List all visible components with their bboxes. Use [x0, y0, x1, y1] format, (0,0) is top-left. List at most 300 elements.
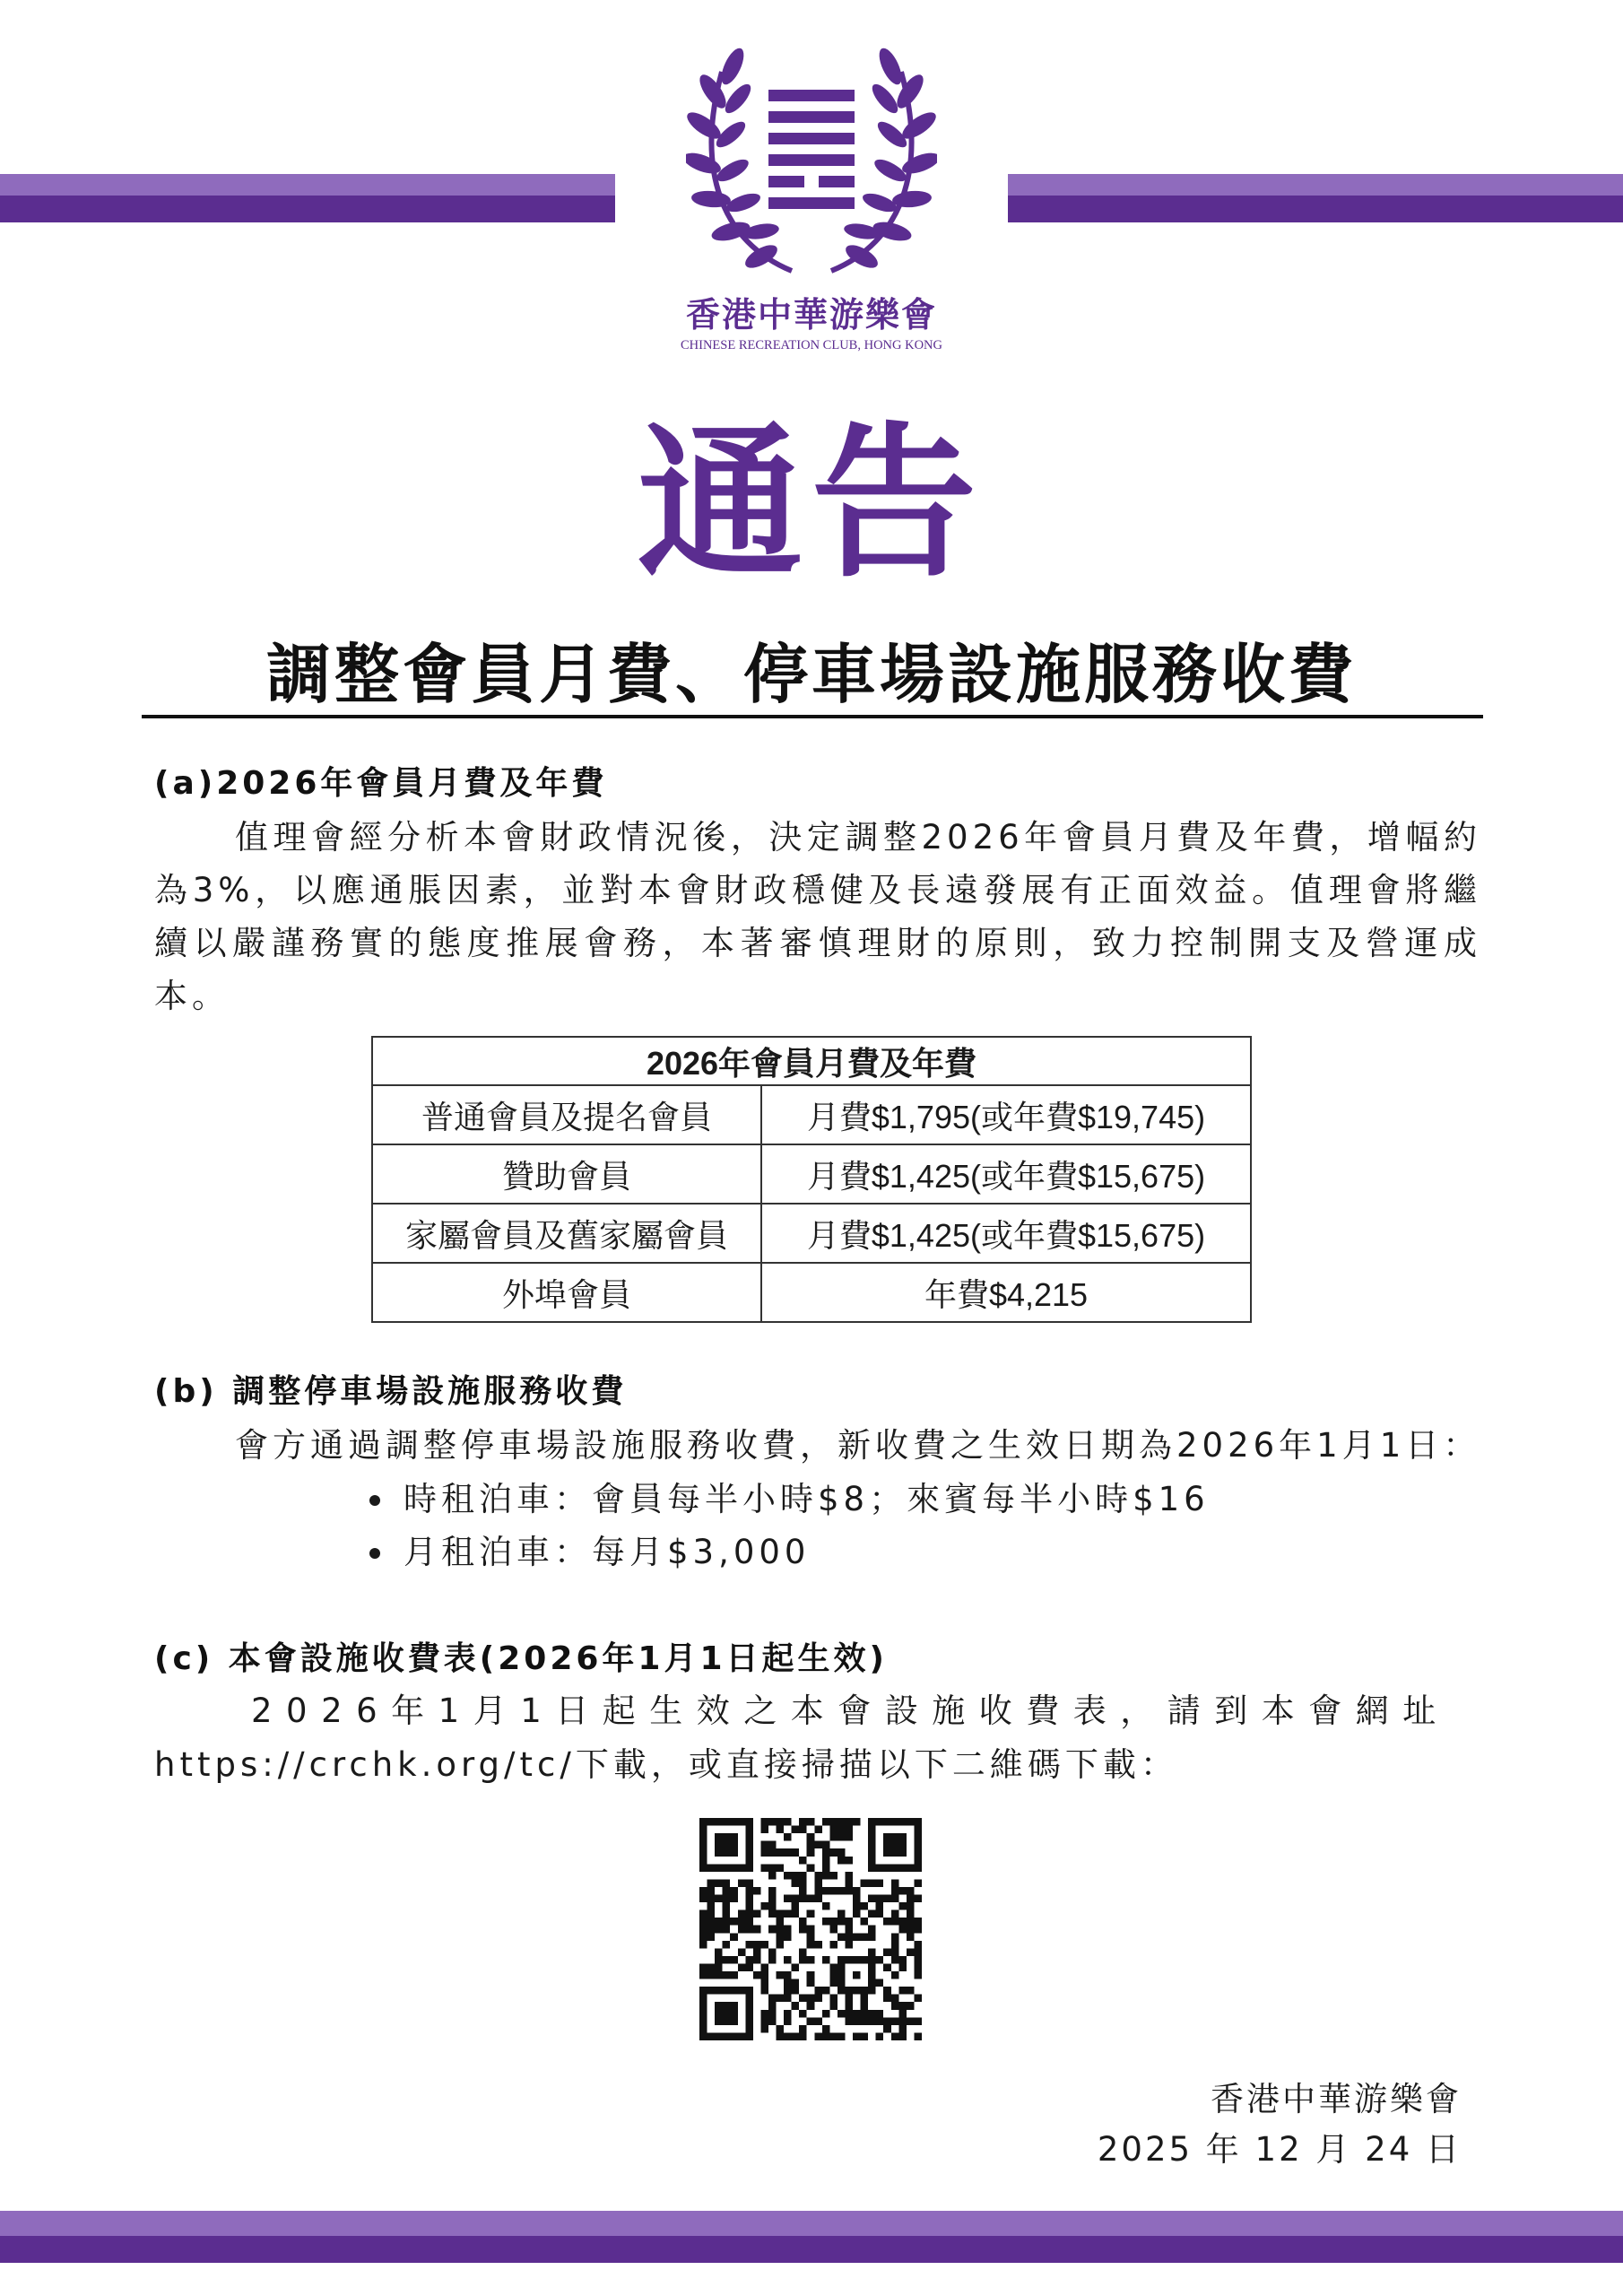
qr-module — [730, 1833, 738, 1841]
qr-module — [723, 1833, 731, 1841]
qr-module — [907, 1895, 915, 1903]
qr-module — [760, 1826, 768, 1834]
qr-module — [898, 2025, 907, 2033]
qr-module — [730, 1933, 738, 1941]
qr-module — [861, 1879, 869, 1887]
parking-monthly-rate: 月租泊車：每月$3,000 — [404, 1533, 811, 1571]
qr-module — [784, 1933, 792, 1941]
qr-module — [792, 1963, 800, 1971]
qr-module — [715, 1956, 723, 1964]
qr-module — [715, 1918, 723, 1926]
qr-module — [699, 2010, 707, 2018]
qr-module — [777, 1941, 785, 1949]
qr-module — [699, 2032, 707, 2040]
qr-module — [891, 1887, 899, 1895]
qr-module — [799, 1818, 807, 1826]
qr-module — [799, 1826, 807, 1834]
qr-module — [699, 1864, 707, 1872]
qr-module — [784, 1987, 792, 1995]
qr-module — [845, 2017, 853, 2025]
qr-module — [829, 1848, 838, 1857]
qr-module — [898, 1864, 907, 1872]
qr-module — [745, 2010, 753, 2018]
qr-module — [715, 2017, 723, 2025]
qr-module — [883, 1948, 891, 1956]
qr-module — [768, 2002, 777, 2010]
qr-module — [768, 1902, 777, 1910]
qr-module — [814, 1879, 822, 1887]
qr-module — [777, 2025, 785, 2033]
qr-module — [760, 1841, 768, 1849]
qr-module — [838, 1826, 846, 1834]
qr-module — [699, 2025, 707, 2033]
qr-module — [838, 1818, 846, 1826]
qr-module — [876, 1818, 884, 1826]
qr-module — [853, 2010, 861, 2018]
qr-module — [845, 1833, 853, 1841]
qr-module — [861, 2002, 869, 2010]
qr-module — [730, 1987, 738, 1995]
qr-module — [883, 1995, 891, 2003]
qr-module — [845, 1918, 853, 1926]
membership-category: 贊助會員 — [372, 1144, 761, 1204]
qr-module — [898, 1987, 907, 1995]
qr-module — [898, 1818, 907, 1826]
qr-module — [730, 2017, 738, 2025]
qr-module — [738, 1963, 746, 1971]
qr-module — [745, 1910, 753, 1918]
qr-module — [799, 2025, 807, 2033]
qr-module — [699, 2017, 707, 2025]
qr-module — [876, 1910, 884, 1918]
qr-module — [699, 2002, 707, 2010]
qr-module — [799, 1948, 807, 1956]
qr-module — [777, 1864, 785, 1872]
qr-module — [891, 1918, 899, 1926]
qr-module — [723, 1987, 731, 1995]
qr-module — [730, 1864, 738, 1872]
qr-module — [807, 1995, 815, 2003]
qr-module — [784, 2017, 792, 2025]
qr-module — [868, 2010, 876, 2018]
qr-module — [768, 1848, 777, 1857]
qr-module — [868, 1979, 876, 1987]
qr-module — [745, 1956, 753, 1964]
qr-module — [792, 1826, 800, 1834]
qr-module — [914, 1926, 922, 1934]
qr-module — [777, 1848, 785, 1857]
qr-module — [715, 2002, 723, 2010]
qr-module — [861, 1902, 869, 1910]
qr-module — [838, 1979, 846, 1987]
qr-module — [745, 1826, 753, 1834]
qr-module — [868, 1841, 876, 1849]
qr-module — [723, 1818, 731, 1826]
qr-module — [907, 2002, 915, 2010]
qr-module — [760, 1848, 768, 1857]
qr-module — [707, 1971, 716, 1979]
qr-module — [738, 1926, 746, 1934]
qr-module — [745, 1926, 753, 1934]
qr-module — [792, 1910, 800, 1918]
qr-module — [883, 1841, 891, 1849]
qr-module — [822, 2032, 830, 2040]
qr-module — [838, 1971, 846, 1979]
qr-module — [907, 1910, 915, 1918]
section-c-line2: https://crchk.org/tc/下載，或直接掃描以下二維碼下載： — [154, 1745, 1178, 1784]
qr-module — [891, 2002, 899, 2010]
qr-module — [699, 1895, 707, 1903]
qr-module — [829, 2002, 838, 2010]
qr-module — [838, 1987, 846, 1995]
qr-module — [730, 1956, 738, 1964]
qr-module — [853, 2032, 861, 2040]
qr-module — [768, 1910, 777, 1918]
qr-module — [853, 1895, 861, 1903]
qr-module — [799, 1926, 807, 1934]
qr-module — [829, 1826, 838, 1834]
qr-module — [853, 1910, 861, 1918]
qr-module — [829, 1979, 838, 1987]
qr-module — [845, 1941, 853, 1949]
qr-module — [907, 1933, 915, 1941]
qr-module — [723, 1971, 731, 1979]
qr-module — [876, 2017, 884, 2025]
qr-module — [898, 2010, 907, 2018]
qr-module — [777, 2032, 785, 2040]
qr-module — [753, 1887, 761, 1895]
qr-module — [699, 1926, 707, 1934]
qr-module — [822, 1864, 830, 1872]
qr-module — [738, 1987, 746, 1995]
qr-module — [699, 1918, 707, 1926]
qr-module — [829, 2032, 838, 2040]
qr-module — [907, 1902, 915, 1910]
qr-module — [868, 1895, 876, 1903]
qr-module — [914, 1956, 922, 1964]
qr-module — [723, 2017, 731, 2025]
qr-module — [768, 1872, 777, 1880]
qr-module — [723, 1941, 731, 1949]
qr-module — [777, 1971, 785, 1979]
qr-module — [829, 1995, 838, 2003]
footer-bar-light — [0, 2211, 1623, 2236]
qr-module — [768, 2010, 777, 2018]
qr-module — [784, 1872, 792, 1880]
qr-module — [738, 1879, 746, 1887]
qr-module — [807, 1971, 815, 1979]
qr-module — [699, 1857, 707, 1865]
qr-module — [822, 1956, 830, 1964]
qr-module — [715, 1948, 723, 1956]
qr-module — [829, 1941, 838, 1949]
qr-module — [891, 2017, 899, 2025]
qr-module — [799, 1918, 807, 1926]
qr-module — [861, 1956, 869, 1964]
qr-module — [745, 1941, 753, 1949]
section-b-intro: 會方通過調整停車場設施服務收費，新收費之生效日期為2026年1月1日： — [235, 1426, 1481, 1465]
qr-module — [707, 1902, 716, 1910]
section-c-line1: 2026年1月1日起生效之本會設施收費表，請到本會網址 — [251, 1692, 1450, 1730]
qr-module — [760, 1941, 768, 1949]
qr-module — [883, 2025, 891, 2033]
signature-date: 2025 年 12 月 24 日 — [1097, 2130, 1462, 2169]
qr-module — [699, 1841, 707, 1849]
qr-module — [914, 2017, 922, 2025]
qr-module — [898, 2032, 907, 2040]
qr-module — [768, 1864, 777, 1872]
qr-module — [845, 2002, 853, 2010]
section-a-heading: (a)2026年會員月費及年費 — [154, 765, 608, 802]
qr-module — [898, 1848, 907, 1857]
qr-module — [777, 1910, 785, 1918]
qr-module — [838, 1887, 846, 1895]
qr-module — [799, 1956, 807, 1964]
qr-module — [699, 1887, 707, 1895]
qr-module — [838, 1910, 846, 1918]
qr-module — [845, 1872, 853, 1880]
qr-module — [753, 1910, 761, 1918]
qr-module — [883, 1848, 891, 1857]
qr-module — [845, 1926, 853, 1934]
section-b-heading: (b) 調整停車場設施服務收費 — [154, 1373, 628, 1410]
qr-module — [883, 1833, 891, 1841]
qr-module — [799, 2032, 807, 2040]
qr-module — [730, 1841, 738, 1849]
qr-module — [868, 1848, 876, 1857]
qr-module — [891, 1818, 899, 1826]
qr-module — [907, 1818, 915, 1826]
qr-module — [861, 2017, 869, 2025]
qr-module — [745, 1864, 753, 1872]
qr-module — [883, 2017, 891, 2025]
qr-module — [784, 1995, 792, 2003]
qr-module — [715, 1987, 723, 1995]
qr-module — [891, 1841, 899, 1849]
notice-title: 通告 — [637, 408, 985, 600]
qr-module — [699, 1818, 707, 1826]
qr-module — [807, 1933, 815, 1941]
qr-module — [914, 1918, 922, 1926]
qr-module — [814, 2032, 822, 2040]
qr-module — [822, 1872, 830, 1880]
qr-module — [814, 1872, 822, 1880]
qr-module — [707, 1879, 716, 1887]
qr-module — [807, 1979, 815, 1987]
qr-module — [768, 1956, 777, 1964]
qr-code-icon[interactable] — [699, 1818, 922, 2040]
qr-module — [777, 1918, 785, 1926]
qr-module — [822, 1818, 830, 1826]
qr-module — [868, 1971, 876, 1979]
qr-module — [784, 2010, 792, 2018]
qr-module — [868, 1818, 876, 1826]
qr-module — [730, 1848, 738, 1857]
qr-module — [745, 1995, 753, 2003]
qr-module — [699, 1987, 707, 1995]
header-bar-right-dark — [1008, 196, 1623, 222]
qr-module — [898, 1918, 907, 1926]
qr-module — [792, 1872, 800, 1880]
qr-module — [914, 1848, 922, 1857]
qr-module — [799, 1995, 807, 2003]
qr-module — [715, 1971, 723, 1979]
qr-module — [699, 1971, 707, 1979]
qr-module — [822, 1887, 830, 1895]
qr-module — [814, 1987, 822, 1995]
qr-module — [715, 1818, 723, 1826]
qr-module — [723, 2010, 731, 2018]
table-title: 2026年會員月費及年費 — [372, 1037, 1251, 1085]
laurel-wreath-trigram-icon — [686, 36, 937, 287]
qr-module — [807, 1841, 815, 1849]
qr-module — [723, 2032, 731, 2040]
qr-module — [868, 1826, 876, 1834]
qr-module — [730, 1895, 738, 1903]
qr-module — [822, 2010, 830, 2018]
qr-module — [822, 1857, 830, 1865]
qr-module — [845, 1887, 853, 1895]
qr-module — [745, 2002, 753, 2010]
qr-module — [807, 1926, 815, 1934]
qr-module — [723, 1918, 731, 1926]
qr-module — [715, 1879, 723, 1887]
qr-module — [845, 1987, 853, 1995]
qr-module — [745, 1818, 753, 1826]
qr-module — [868, 1910, 876, 1918]
qr-module — [914, 1948, 922, 1956]
qr-module — [760, 1963, 768, 1971]
qr-module — [838, 1918, 846, 1926]
qr-module — [715, 2010, 723, 2018]
qr-module — [760, 2017, 768, 2025]
qr-module — [883, 1987, 891, 1995]
qr-module — [861, 2032, 869, 2040]
qr-module — [838, 1857, 846, 1865]
qr-module — [707, 1864, 716, 1872]
qr-module — [745, 1902, 753, 1910]
qr-module — [723, 1902, 731, 1910]
qr-module — [883, 1895, 891, 1903]
qr-module — [777, 1933, 785, 1941]
qr-module — [838, 1956, 846, 1964]
qr-module — [730, 1971, 738, 1979]
qr-module — [707, 1963, 716, 1971]
qr-module — [807, 2002, 815, 2010]
qr-module — [753, 1948, 761, 1956]
qr-module — [861, 1918, 869, 1926]
qr-module — [784, 1926, 792, 1934]
qr-module — [807, 1941, 815, 1949]
qr-module — [768, 1887, 777, 1895]
qr-module — [784, 2032, 792, 2040]
qr-module — [861, 1933, 869, 1941]
qr-module — [822, 1918, 830, 1926]
qr-module — [699, 1833, 707, 1841]
qr-module — [807, 1895, 815, 1903]
membership-category: 普通會員及提名會員 — [372, 1085, 761, 1144]
qr-module — [822, 1841, 830, 1849]
qr-module — [868, 1926, 876, 1934]
membership-category: 家屬會員及舊家屬會員 — [372, 1204, 761, 1263]
qr-module — [745, 1987, 753, 1995]
qr-module — [829, 1833, 838, 1841]
qr-module — [898, 1841, 907, 1849]
qr-module — [707, 1910, 716, 1918]
qr-module — [715, 2032, 723, 2040]
qr-module — [784, 1956, 792, 1964]
header-bar-left-dark — [0, 196, 615, 222]
qr-module — [868, 1948, 876, 1956]
qr-module — [829, 1872, 838, 1880]
qr-module — [699, 1933, 707, 1941]
qr-module — [753, 1971, 761, 1979]
qr-module — [868, 1864, 876, 1872]
qr-module — [777, 1818, 785, 1826]
membership-fee: 月費$1,425(或年費$15,675) — [761, 1204, 1251, 1263]
qr-module — [768, 1895, 777, 1903]
qr-module — [760, 1979, 768, 1987]
qr-module — [891, 1833, 899, 1841]
qr-module — [799, 2010, 807, 2018]
qr-module — [760, 1987, 768, 1995]
qr-module — [745, 2032, 753, 2040]
qr-module — [715, 1833, 723, 1841]
qr-module — [845, 1857, 853, 1865]
qr-module — [777, 1926, 785, 1934]
qr-module — [738, 1948, 746, 1956]
qr-module — [784, 1979, 792, 1987]
qr-module — [861, 1995, 869, 2003]
qr-module — [807, 1956, 815, 1964]
qr-module — [891, 1864, 899, 1872]
qr-module — [730, 2032, 738, 2040]
qr-module — [723, 1879, 731, 1887]
qr-module — [891, 1910, 899, 1918]
qr-module — [898, 1887, 907, 1895]
membership-fee: 月費$1,795(或年費$19,745) — [761, 1085, 1251, 1144]
qr-module — [898, 1963, 907, 1971]
qr-module — [699, 1963, 707, 1971]
qr-module — [914, 1895, 922, 1903]
club-logo — [668, 36, 955, 368]
qr-module — [799, 1879, 807, 1887]
footer-bar-dark — [0, 2236, 1623, 2263]
logo-name-en: CHINESE RECREATION CLUB, HONG KONG — [680, 338, 942, 352]
qr-module — [814, 1841, 822, 1849]
qr-module — [914, 1995, 922, 2003]
qr-module — [822, 1848, 830, 1857]
qr-module — [745, 1895, 753, 1903]
qr-module — [891, 1895, 899, 1903]
qr-module — [707, 1918, 716, 1926]
qr-module — [853, 1933, 861, 1941]
qr-module — [777, 1995, 785, 2003]
qr-module — [876, 1895, 884, 1903]
qr-module — [792, 2002, 800, 2010]
qr-module — [814, 1887, 822, 1895]
qr-module — [814, 1826, 822, 1834]
qr-module — [745, 1857, 753, 1865]
table-row — [372, 1204, 1251, 1263]
membership-fee: 年費$4,215 — [761, 1263, 1251, 1322]
qr-module — [738, 1864, 746, 1872]
qr-module — [753, 1956, 761, 1964]
qr-module — [730, 1918, 738, 1926]
qr-module — [784, 1833, 792, 1841]
qr-module — [907, 1987, 915, 1995]
qr-module — [753, 1926, 761, 1934]
